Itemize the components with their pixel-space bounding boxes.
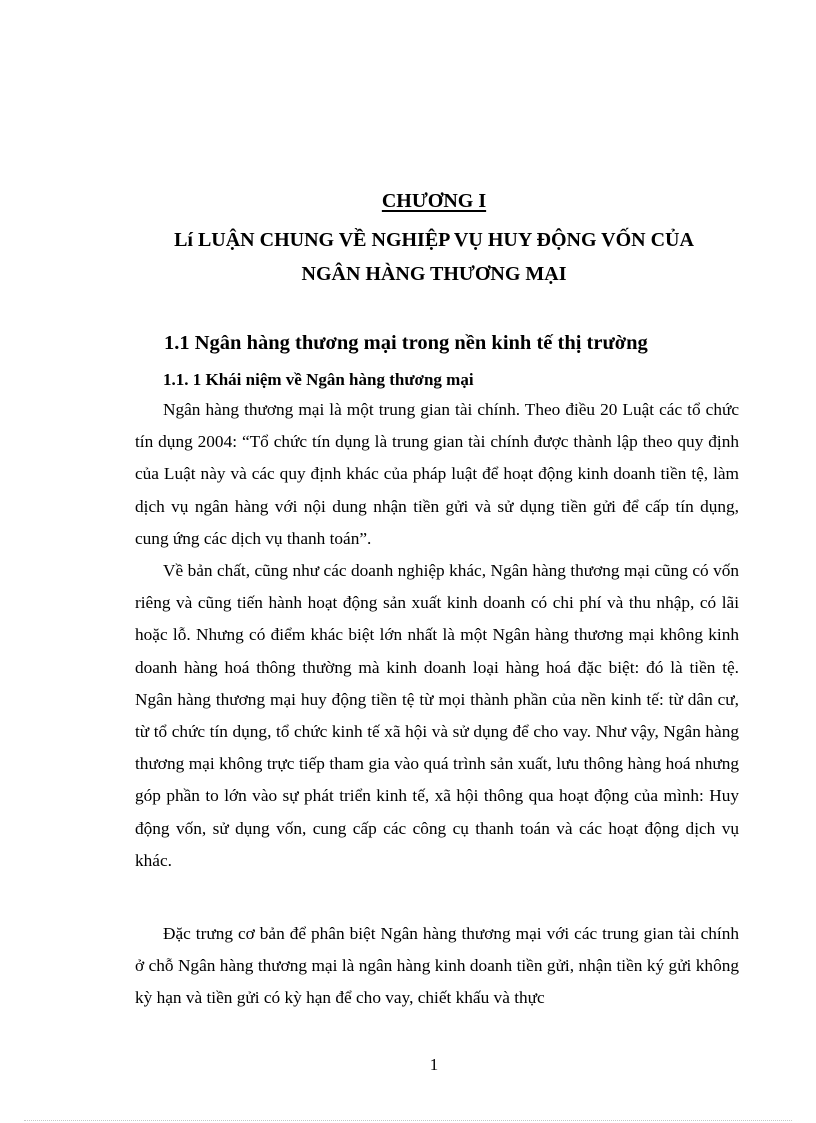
chapter-title-line-1: Lí LUẬN CHUNG VỀ NGHIỆP VỤ HUY ĐỘNG VỐN CỦA: [174, 229, 694, 251]
paragraph-1: Ngân hàng thương mại là một trung gian tài chính. Theo điều 20 Luật các tổ chức tín dụng 2004: “Tổ chức tín dụng là trung gian tài chính được thành lập theo quy định của Luật này và các quy định khác của pháp luật để hoạt động kinh doanh tiền tệ, làm dịch vụ ngân hàng với nội dung nhận tiền gửi và sử dụng tiền gửi để cấp tín dụng, cung ứng các dịch vụ thanh toán”.: [135, 400, 739, 548]
paragraph-3: Đặc trưng cơ bản để phân biệt Ngân hàng thương mại với các trung gian tài chính ở chỗ Ngân hàng thương mại là ngân hàng kinh doanh tiền gửi, nhận tiền ký gửi không kỳ hạn và tiền gửi có kỳ hạn để cho vay, chiết khấu và thực: [135, 924, 739, 1008]
page-number: 1: [429, 1055, 439, 1074]
chapter-title-line-2: NGÂN HÀNG THƯƠNG MẠI: [301, 263, 567, 285]
section-heading: 1.1 Ngân hàng thương mại trong nền kinh tế thị trường: [164, 332, 648, 354]
page-bottom-border: [24, 1120, 792, 1121]
subsection-heading: 1.1. 1 Khái niệm về Ngân hàng thương mại: [163, 370, 474, 389]
paragraph-2: Về bản chất, cũng như các doanh nghiệp khác, Ngân hàng thương mại cũng có vốn riêng và cũng tiến hành hoạt động sản xuất kinh doanh có chi phí và thu nhập, có lãi hoặc lỗ. Nhưng có điểm khác biệt lớn nhất là một Ngân hàng thương mại không kinh doanh hàng hoá thông thường mà kinh doanh loại hàng hoá đặc biệt: đó là tiền tệ. Ngân hàng thương mại huy động tiền tệ từ mọi thành phần của nền kinh tế: từ dân cư, từ tổ chức tín dụng, tổ chức kinh tế xã hội và sử dụng để cho vay. Như vậy, Ngân hàng thương mại không trực tiếp tham gia vào quá trình sản xuất, lưu thông hàng hoá nhưng góp phần to lớn vào sự phát triển kinh tế, xã hội thông qua hoạt động của mình: Huy động vốn, sử dụng vốn, cung cấp các công cụ thanh toán và các hoạt động dịch vụ khác.: [135, 561, 739, 870]
chapter-number: CHƯƠNG I: [381, 190, 487, 212]
